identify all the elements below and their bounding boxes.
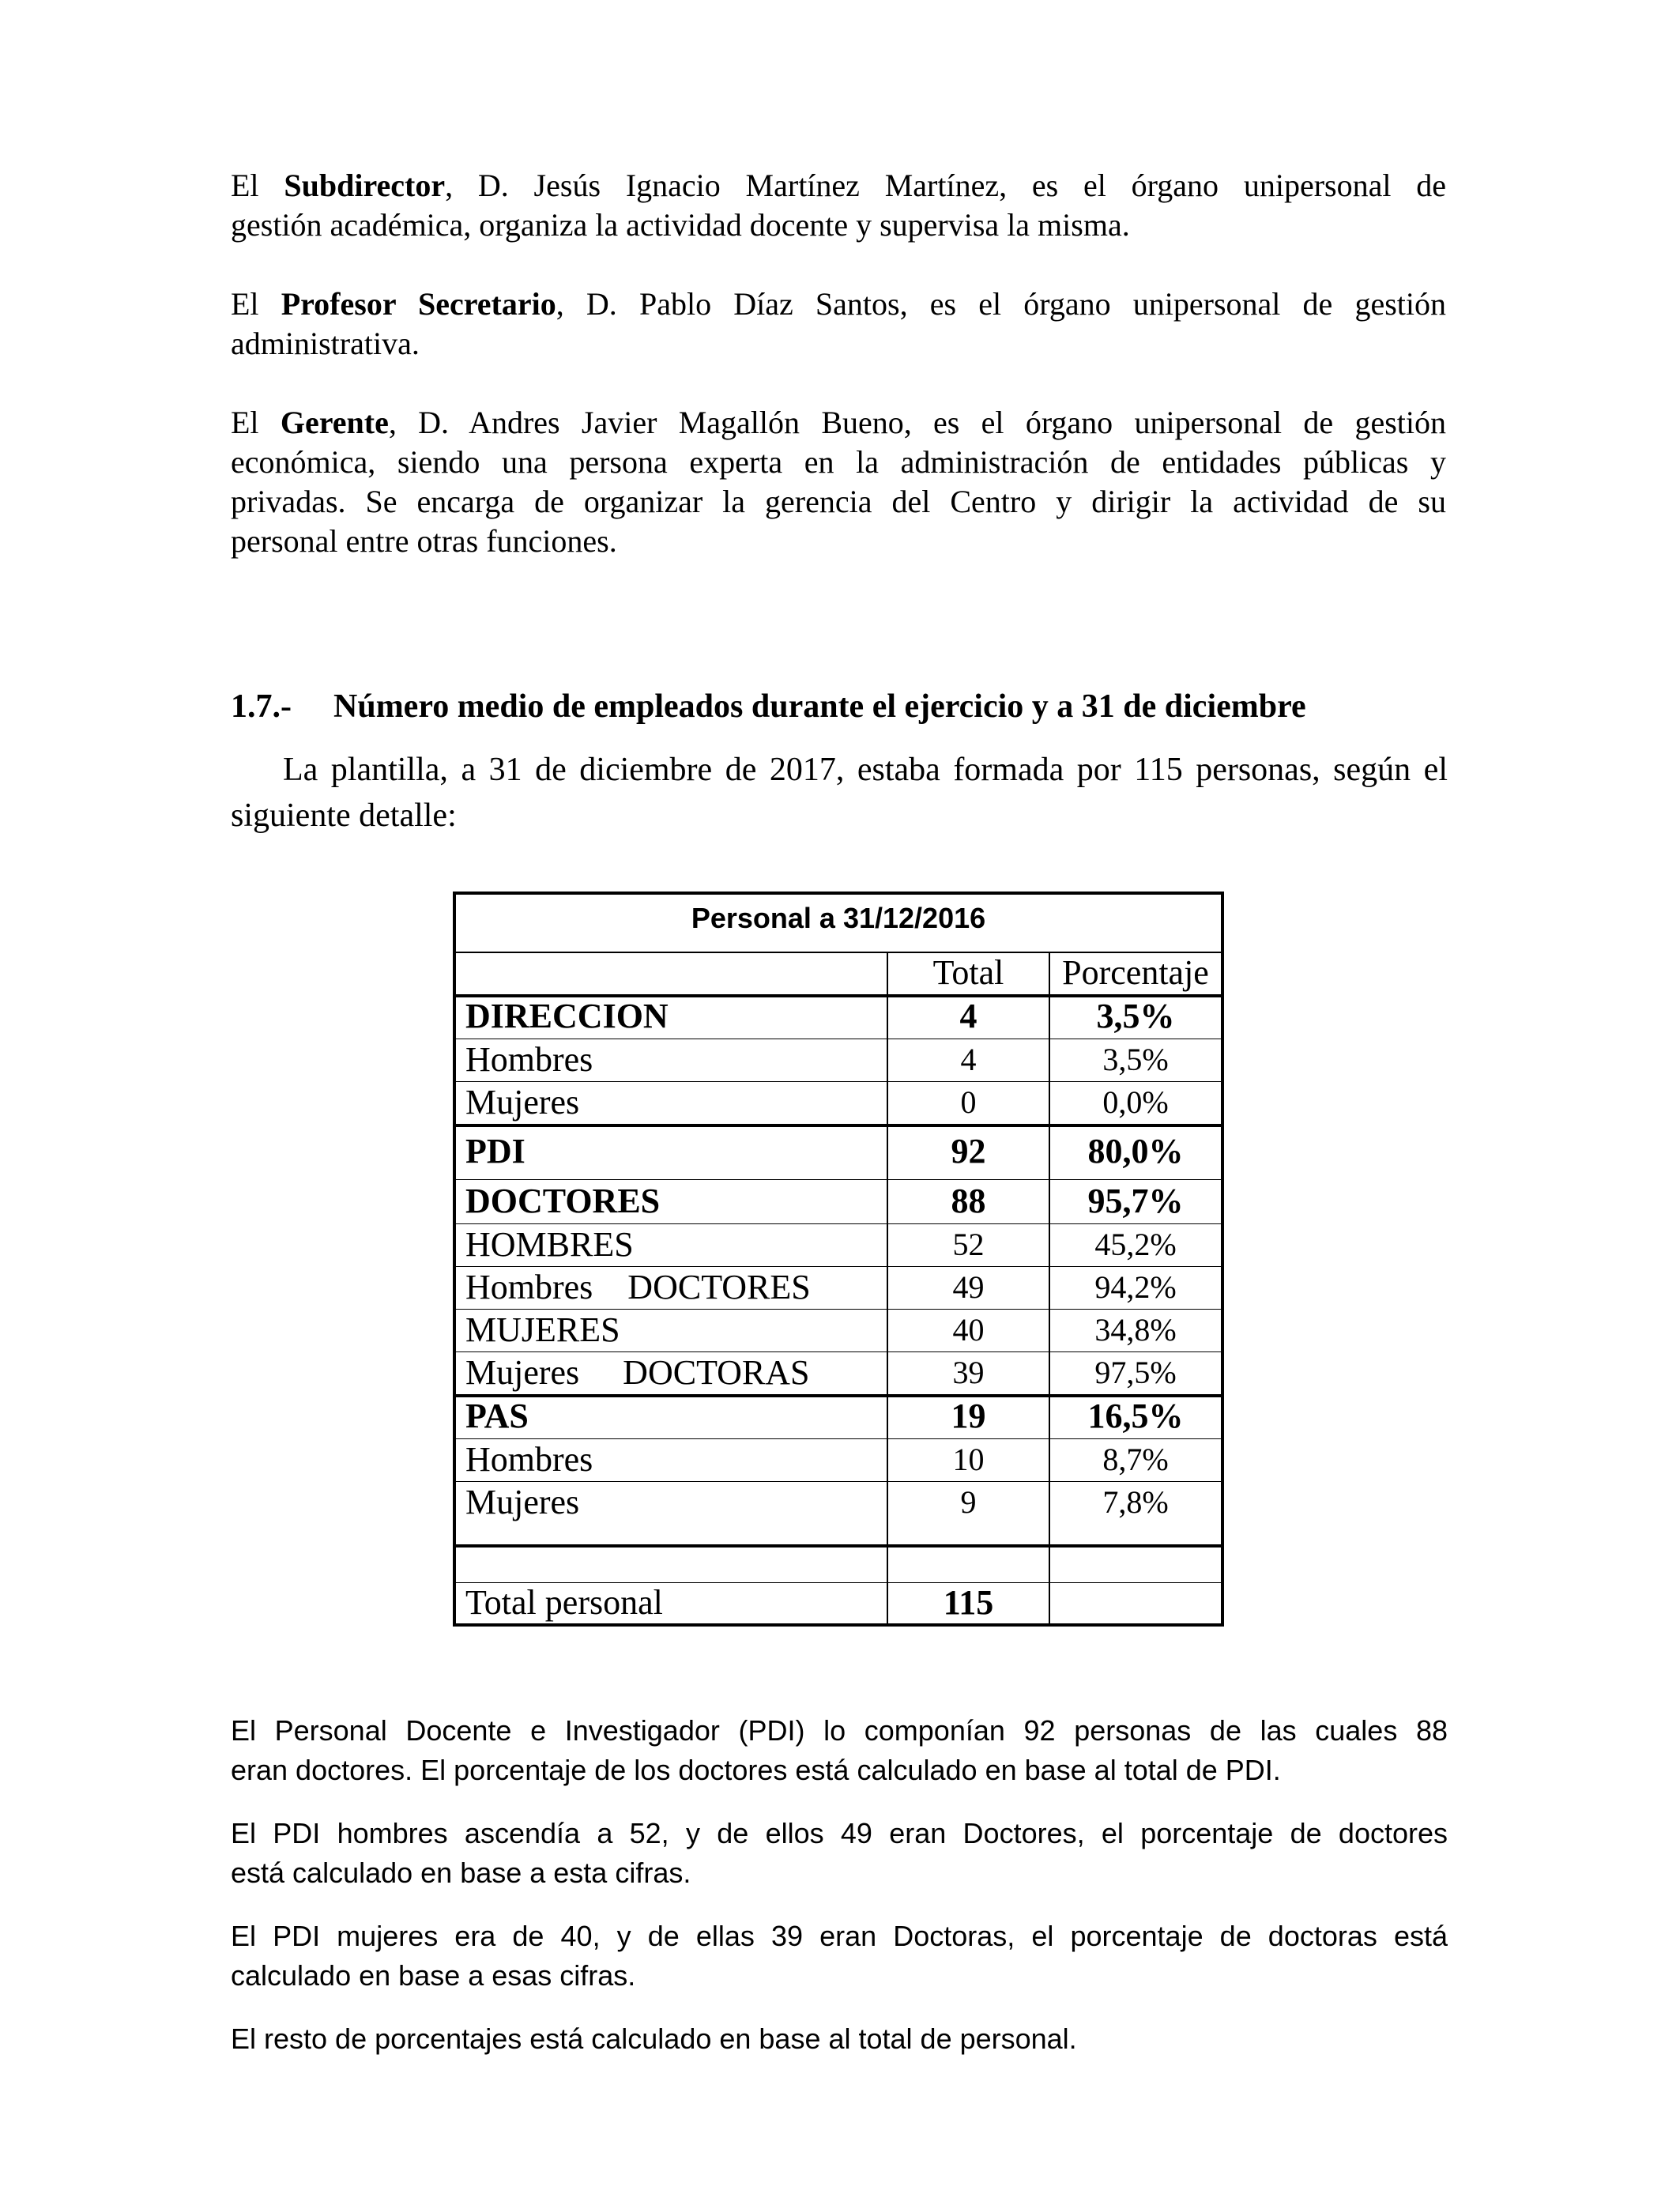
- table-row: [456, 1394, 1221, 1439]
- row-label: Mujeres: [465, 1083, 580, 1122]
- table-row: [456, 1266, 1221, 1310]
- note-text: El Personal Docente e Investigador (PDI) lo componían 92 personas de las cuales 88: [231, 1714, 1448, 1747]
- total-value: 115: [887, 1582, 1049, 1623]
- note-text: calculado en base a esas cifras.: [231, 1959, 636, 1992]
- row-label: PAS: [465, 1397, 529, 1435]
- table-row: [456, 1124, 1221, 1180]
- row-total: 39: [887, 1351, 1049, 1394]
- table-row: [456, 994, 1221, 1039]
- table-row: [456, 1438, 1221, 1482]
- section-intro: [231, 747, 1448, 839]
- paragraph-text: personal entre otras funciones.: [231, 523, 617, 559]
- header-percentage: Porcentaje: [1049, 952, 1221, 994]
- role-gerente: Gerente: [280, 405, 389, 440]
- row-label: HOMBRES: [465, 1225, 634, 1264]
- row-percentage: 97,5%: [1049, 1351, 1221, 1394]
- row-label: Mujeres DOCTORAS: [465, 1353, 810, 1392]
- row-label: PDI: [465, 1132, 525, 1171]
- row-percentage: 95,7%: [1049, 1179, 1221, 1223]
- paragraph-prefix: El: [231, 405, 281, 440]
- row-label: Mujeres: [465, 1483, 580, 1521]
- header-total: Total: [887, 952, 1049, 994]
- table-header-row: [456, 952, 1221, 997]
- note-text: eran doctores. El porcentaje de los doctores está calculado en base al total de PDI.: [231, 1754, 1281, 1786]
- table-row: [456, 1351, 1221, 1397]
- note-text: está calculado en base a esta cifras.: [231, 1857, 691, 1889]
- paragraph-gerente: [231, 403, 1446, 561]
- row-label: MUJERES: [465, 1310, 620, 1349]
- blank-cell: [887, 1544, 1049, 1582]
- table-row-total: [456, 1582, 1221, 1623]
- table-row: [456, 1309, 1221, 1352]
- row-percentage: 3,5%: [1049, 994, 1221, 1039]
- paragraph-prefix: El: [231, 286, 281, 322]
- table-row: [456, 1223, 1221, 1267]
- note-pdi: [231, 1711, 1448, 1790]
- note-text: El resto de porcentajes está calculado en base al total de personal.: [231, 2022, 1077, 2055]
- row-total: 40: [887, 1309, 1049, 1351]
- table-row-blank: [456, 1544, 1221, 1583]
- row-label: Hombres DOCTORES: [465, 1268, 811, 1306]
- row-total: 4: [887, 994, 1049, 1039]
- row-label: Hombres: [465, 1040, 593, 1079]
- row-percentage: 3,5%: [1049, 1039, 1221, 1081]
- paragraph-prefix: El: [231, 168, 284, 203]
- intro-text: siguiente detalle:: [231, 797, 457, 834]
- paragraph-text: , D. Pablo Díaz Santos, es el órgano unipersonal de gestión: [556, 286, 1446, 322]
- note-pdi-hombres: [231, 1814, 1448, 1893]
- blank-cell: [1049, 1544, 1221, 1582]
- row-total: 4: [887, 1039, 1049, 1081]
- paragraph-text: , D. Andres Javier Magallón Bueno, es el órgano unipersonal de gestión: [388, 405, 1446, 440]
- total-label: Total personal: [465, 1583, 663, 1622]
- paragraph-text: gestión académica, organiza la actividad docente y supervisa la misma.: [231, 207, 1130, 243]
- paragraph-subdirector: [231, 166, 1446, 245]
- table-row: [456, 1039, 1221, 1082]
- row-total: 88: [887, 1179, 1049, 1223]
- row-label: DOCTORES: [465, 1182, 661, 1220]
- row-label: Hombres: [465, 1440, 593, 1479]
- row-percentage: 80,0%: [1049, 1124, 1221, 1179]
- paragraph-text: administrativa.: [231, 326, 420, 361]
- row-percentage: 8,7%: [1049, 1438, 1221, 1481]
- row-total: 0: [887, 1081, 1049, 1124]
- table-row: [456, 1481, 1221, 1547]
- section-title: Número medio de empleados durante el ejercicio y a 31 de diciembre: [333, 688, 1306, 725]
- row-total: 19: [887, 1394, 1049, 1438]
- role-secretario: Profesor Secretario: [281, 286, 556, 322]
- paragraph-text: privadas. Se encarga de organizar la gerencia del Centro y dirigir la actividad de su: [231, 484, 1446, 519]
- note-text: El PDI hombres ascendía a 52, y de ellos 49 eran Doctores, el porcentaje de doctores: [231, 1817, 1448, 1849]
- paragraph-text: , D. Jesús Ignacio Martínez Martínez, es el órgano unipersonal de: [445, 168, 1447, 203]
- note-resto: [231, 2019, 1448, 2059]
- table-row: [456, 1081, 1221, 1127]
- row-percentage: 7,8%: [1049, 1481, 1221, 1544]
- paragraph-secretario: [231, 285, 1446, 364]
- role-subdirector: Subdirector: [284, 168, 446, 203]
- row-label: DIRECCION: [465, 997, 669, 1035]
- row-total: 10: [887, 1438, 1049, 1481]
- row-percentage: 0,0%: [1049, 1081, 1221, 1124]
- row-total: 52: [887, 1223, 1049, 1266]
- intro-text: La plantilla, a 31 de diciembre de 2017, estaba formada por 115 personas, según el: [283, 752, 1448, 788]
- row-percentage: 16,5%: [1049, 1394, 1221, 1438]
- section-heading: [231, 686, 1495, 727]
- row-percentage: 45,2%: [1049, 1223, 1221, 1266]
- table-caption: Personal a 31/12/2016: [456, 895, 1221, 953]
- row-total: 92: [887, 1124, 1049, 1179]
- blank-cell: [456, 1544, 887, 1582]
- personal-table: [453, 892, 1224, 1627]
- note-pdi-mujeres: [231, 1917, 1448, 1996]
- total-pct-cell: [1049, 1582, 1221, 1623]
- paragraph-text: económica, siendo una persona experta en la administración de entidades públicas y: [231, 444, 1446, 480]
- section-number: 1.7.-: [231, 688, 292, 725]
- row-total: 49: [887, 1266, 1049, 1309]
- row-percentage: 34,8%: [1049, 1309, 1221, 1351]
- row-percentage: 94,2%: [1049, 1266, 1221, 1309]
- table-row: [456, 1179, 1221, 1224]
- row-total: 9: [887, 1481, 1049, 1544]
- note-text: El PDI mujeres era de 40, y de ellas 39 eran Doctoras, el porcentaje de doctoras está: [231, 1920, 1448, 1952]
- header-label-cell: [456, 952, 887, 994]
